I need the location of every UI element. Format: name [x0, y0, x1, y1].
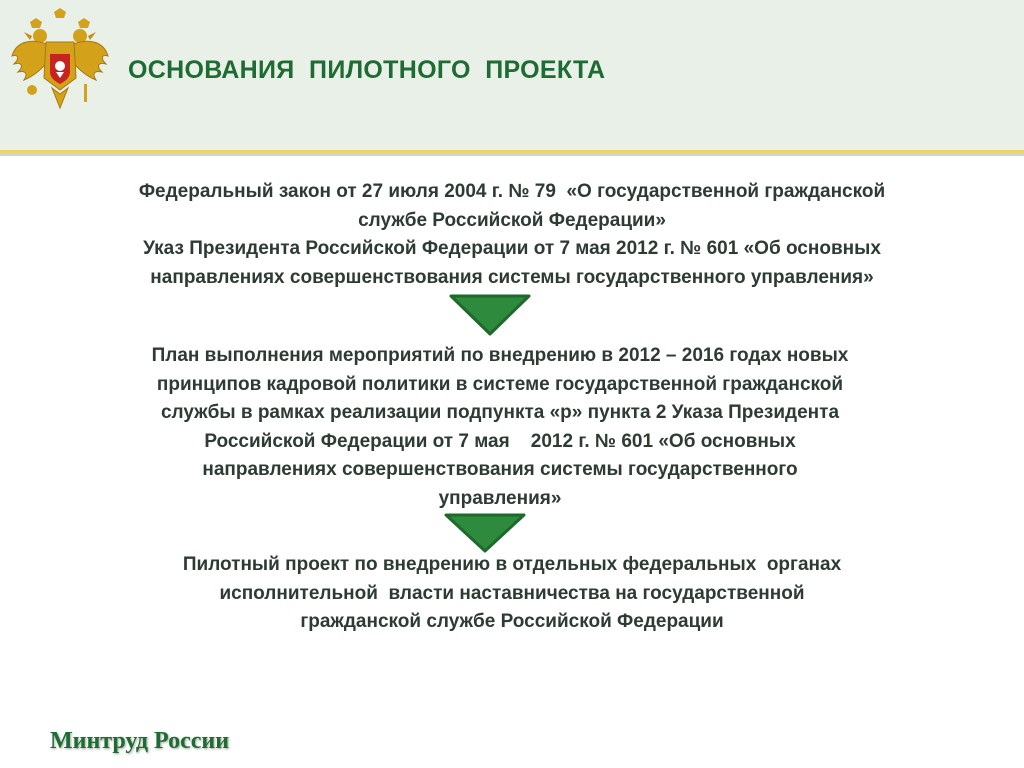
legal-basis-block [40, 178, 984, 292]
text-line: управления» [438, 487, 562, 509]
text-line: принципов кадровой политики в системе государственной гражданской [156, 373, 844, 395]
text-line: службы в рамках реализации подпункта «р» пункта 2 Указа Президента [160, 402, 840, 423]
pilot-project-block [60, 551, 964, 637]
text-line: Указ Президента Российской Федерации от 7 мая 2012 г. № 601 «Об основных [143, 238, 881, 259]
text-line: направлениях совершенствования системы государственного [202, 459, 798, 480]
header-divider-gray [0, 153, 1024, 156]
text-line: План выполнения мероприятий по внедрению в 2012 – 2016 годах новых [151, 345, 849, 366]
footer-brand: Минтруд России [50, 728, 230, 754]
arrow-down-icon [443, 511, 527, 555]
text-line: направлениях совершенствования системы государственного управления» [150, 266, 874, 288]
double-headed-eagle-icon [10, 8, 110, 116]
text-line: гражданской службе Российской Федерации [300, 611, 724, 632]
text-line: Пилотный проект по внедрению в отдельных федеральных органах [182, 554, 842, 575]
text-line: исполнительной власти наставничества на государственной [219, 582, 805, 604]
text-line: Российской Федерации от 7 мая 2012 г. № 601 «Об основных [204, 430, 796, 452]
text-line: Федеральный закон от 27 июля 2004 г. № 79 «О государственной гражданской [138, 181, 886, 202]
text-line: службе Российской Федерации» [358, 209, 666, 231]
arrow-down-icon [448, 292, 532, 338]
page-title: ОСНОВАНИЯ ПИЛОТНОГО ПРОЕКТА [128, 56, 606, 84]
action-plan-block [40, 342, 960, 513]
